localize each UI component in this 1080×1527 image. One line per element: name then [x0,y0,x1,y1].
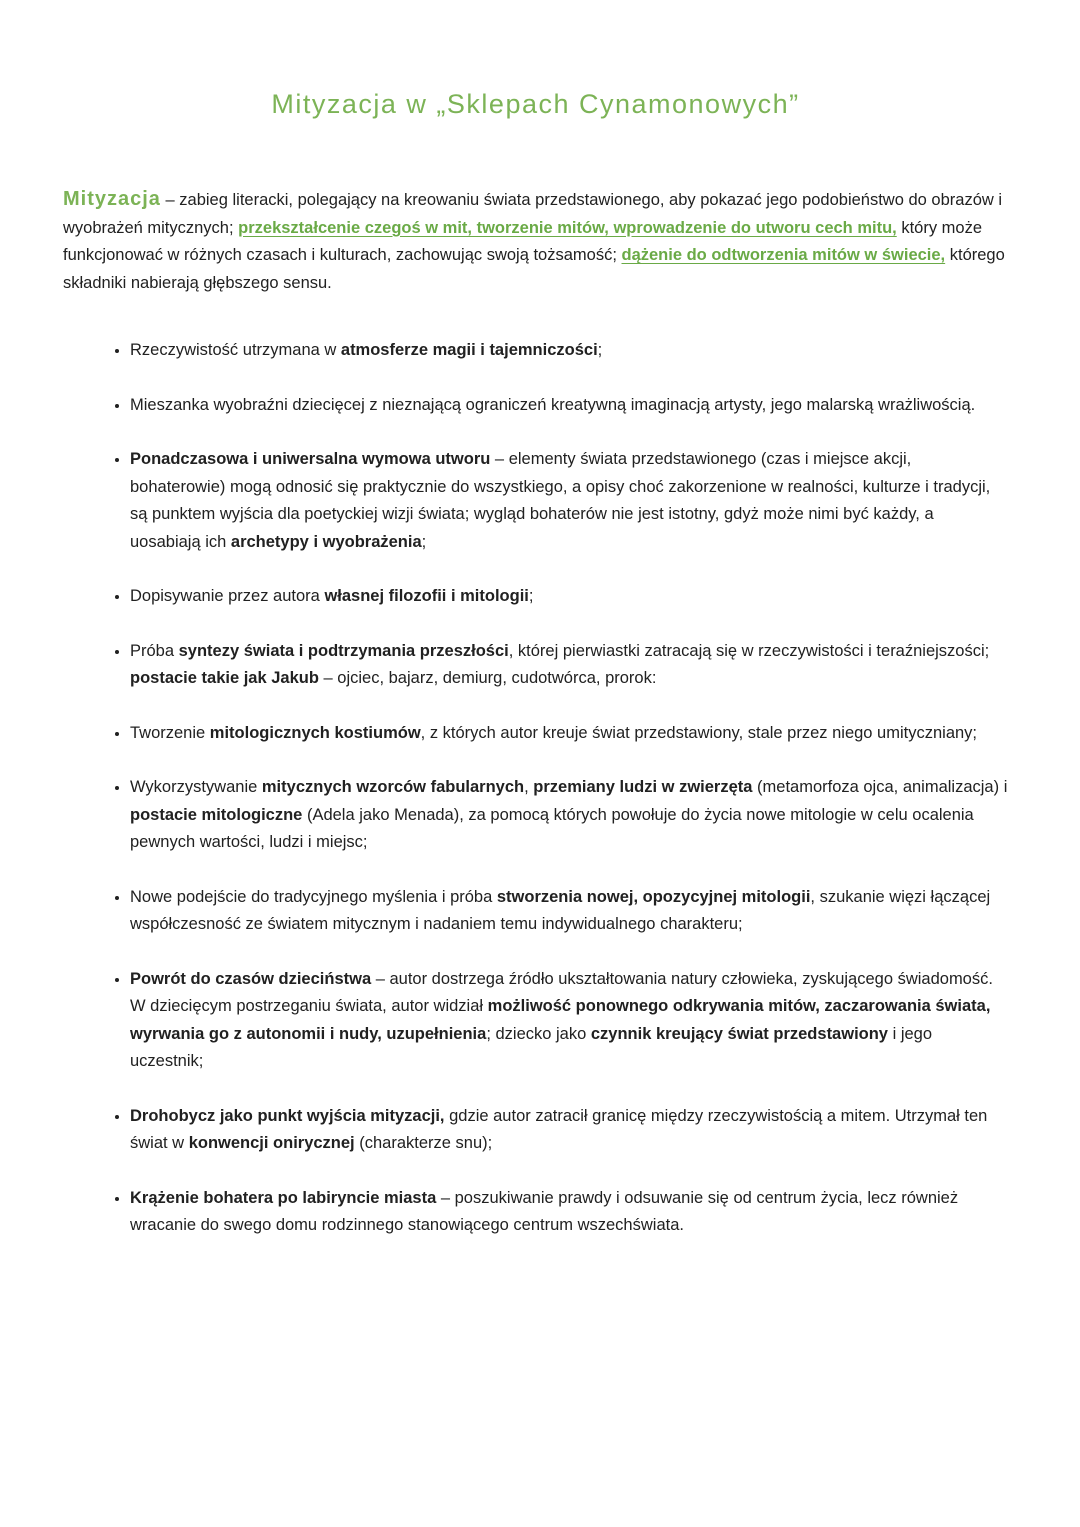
text-segment: własnej filozofii i mitologii [324,587,529,606]
bullet-list [63,337,1008,1240]
list-item [130,392,1008,420]
list-item-text [130,396,975,414]
text-segment: który może funkcjonować w różnych czasach i kulturach, zachowując swoją tożsamość; [63,218,983,265]
text-segment: Tworzenie [130,723,210,742]
text-segment: archetypy i wyobrażenia [230,532,422,551]
list-item-text [130,341,602,359]
text-segment: , szukanie więzi łączącej współczesność ze światem mitycznym i nadaniem temu indywidualnego charakteru; [130,887,991,934]
text-segment: i jego uczestnik; [130,1024,933,1071]
text-segment: , [524,778,534,797]
text-segment: mitologicznych kostiumów [209,723,421,742]
list-item [130,638,1008,693]
text-segment: , z których autor kreuje świat przedstawiony, stale przez niego umityczniany; [420,723,978,742]
text-segment: Wykorzystywanie [130,778,262,797]
text-segment: przemiany ludzi w zwierzęta [533,778,753,797]
list-item [130,1103,1008,1158]
list-item-text [130,1189,958,1235]
list-item-text [130,587,533,605]
text-segment: Ponadczasowa i uniwersalna wymowa utworu [130,450,491,469]
text-segment: Rzeczywistość utrzymana w [130,341,341,360]
highlighted-term: dążenie do odtworzenia mitów w świecie, [621,246,946,265]
list-item [130,884,1008,939]
list-item [130,966,1008,1076]
text-segment: (charakterze snu); [354,1134,493,1153]
text-segment: którego składniki nabierają głębszego sensu. [63,246,1005,292]
list-item-text [130,970,993,1071]
list-item-text [130,450,990,551]
text-segment: Mieszanka wyobraźni dziecięcej z nieznającą ograniczeń kreatywną imaginacją artysty, jego malarską wrażliwością. [130,395,976,414]
list-item-text [130,1107,987,1153]
text-segment: stworzenia nowej, opozycyjnej mitologii [496,887,811,906]
list-item-text [130,724,977,742]
text-segment: ; dziecko jako [486,1024,591,1043]
list-item [130,583,1008,611]
text-segment: ; [528,587,534,606]
text-segment: , której pierwiastki zatracają się w rzeczywistości i teraźniejszości; [508,641,990,660]
text-segment: Mityzacja [63,188,161,211]
text-segment: Krążenie bohatera po labiryncie miasta [130,1188,437,1207]
text-segment: ; [421,532,427,551]
page-title: Mityzacja w „Sklepach Cynamonowych” [271,89,800,120]
text-segment: Próba [130,641,179,660]
text-segment: gdzie autor zatracił granicę między rzeczywistością a mitem. Utrzymał ten świat w [130,1106,988,1153]
text-segment: (metamorfoza ojca, animalizacja) i [752,778,1008,797]
text-segment: Dopisywanie przez autora [130,587,325,606]
text-segment: – autor dostrzega źródło ukształtowania natury człowieka, zyskującego świadomość. W dziecięcym postrzeganiu świata, autor widział [130,969,993,1016]
text-segment: konwencji onirycznej [188,1134,355,1153]
text-segment: Powrót do czasów dzieciństwa [130,969,372,988]
text-segment: (Adela jako Menada), za pomocą których powołuje do życia nowe mitologie w celu ocalenia pewnych wartości, ludzi i miejsc; [130,805,974,852]
text-segment: syntezy świata i podtrzymania przeszłości [178,641,509,660]
text-segment: ; [597,341,603,360]
text-segment: postacie takie jak Jakub [130,669,319,688]
list-item-text [130,778,1007,851]
text-segment: Drohobycz jako punkt wyjścia mityzacji, [130,1106,445,1125]
list-item [130,446,1008,556]
definition-paragraph [63,186,1008,297]
list-item [130,720,1008,748]
list-item-text [130,642,989,688]
text-segment: – poszukiwanie prawdy i odsuwanie się od centrum życia, lecz również wracanie do swego domu rodzinnego stanowiącego centrum wszechświata. [130,1188,959,1235]
text-segment: – zabieg literacki, polegający na kreowaniu świata przedstawionego, aby pokazać jego podobieństwo do obrazów i wyobrażeń mitycznych; [63,191,1003,237]
text-segment: czynnik kreujący świat przedstawiony [590,1024,888,1043]
highlighted-term: przekształcenie czegoś w mit, tworzenie mitów, wprowadzenie do utworu cech mitu, [238,218,897,237]
list-item [130,774,1008,857]
list-item [130,337,1008,365]
list-item [130,1185,1008,1240]
text-segment: – ojciec, bajarz, demiurg, cudotwórca, prorok: [318,669,657,688]
list-item-text [130,888,990,934]
text-segment: – elementy świata przedstawionego (czas i miejsce akcji, bohaterowie) mogą odnosić się praktycznie do wszystkiego, a opisy choć zakorzenione w realności, kulturze i tradycji, są punktem wyjścia dla poetyckiej wizji świata; wygląd bohaterów nie jest istotny, gdyż może nimi być każdy, a uosabiają ich [130,450,991,551]
text-segment: możliwość ponownego odkrywania mitów, zaczarowania świata, wyrwania go z autonomii i nudy, uzupełnienia [130,997,991,1043]
text-segment: postacie mitologiczne [130,805,303,824]
text-segment: atmosferze magii i tajemniczości [340,341,598,360]
text-segment: Nowe podejście do tradycyjnego myślenia i próba [130,887,497,906]
text-segment: mitycznych wzorców fabularnych [261,778,525,797]
